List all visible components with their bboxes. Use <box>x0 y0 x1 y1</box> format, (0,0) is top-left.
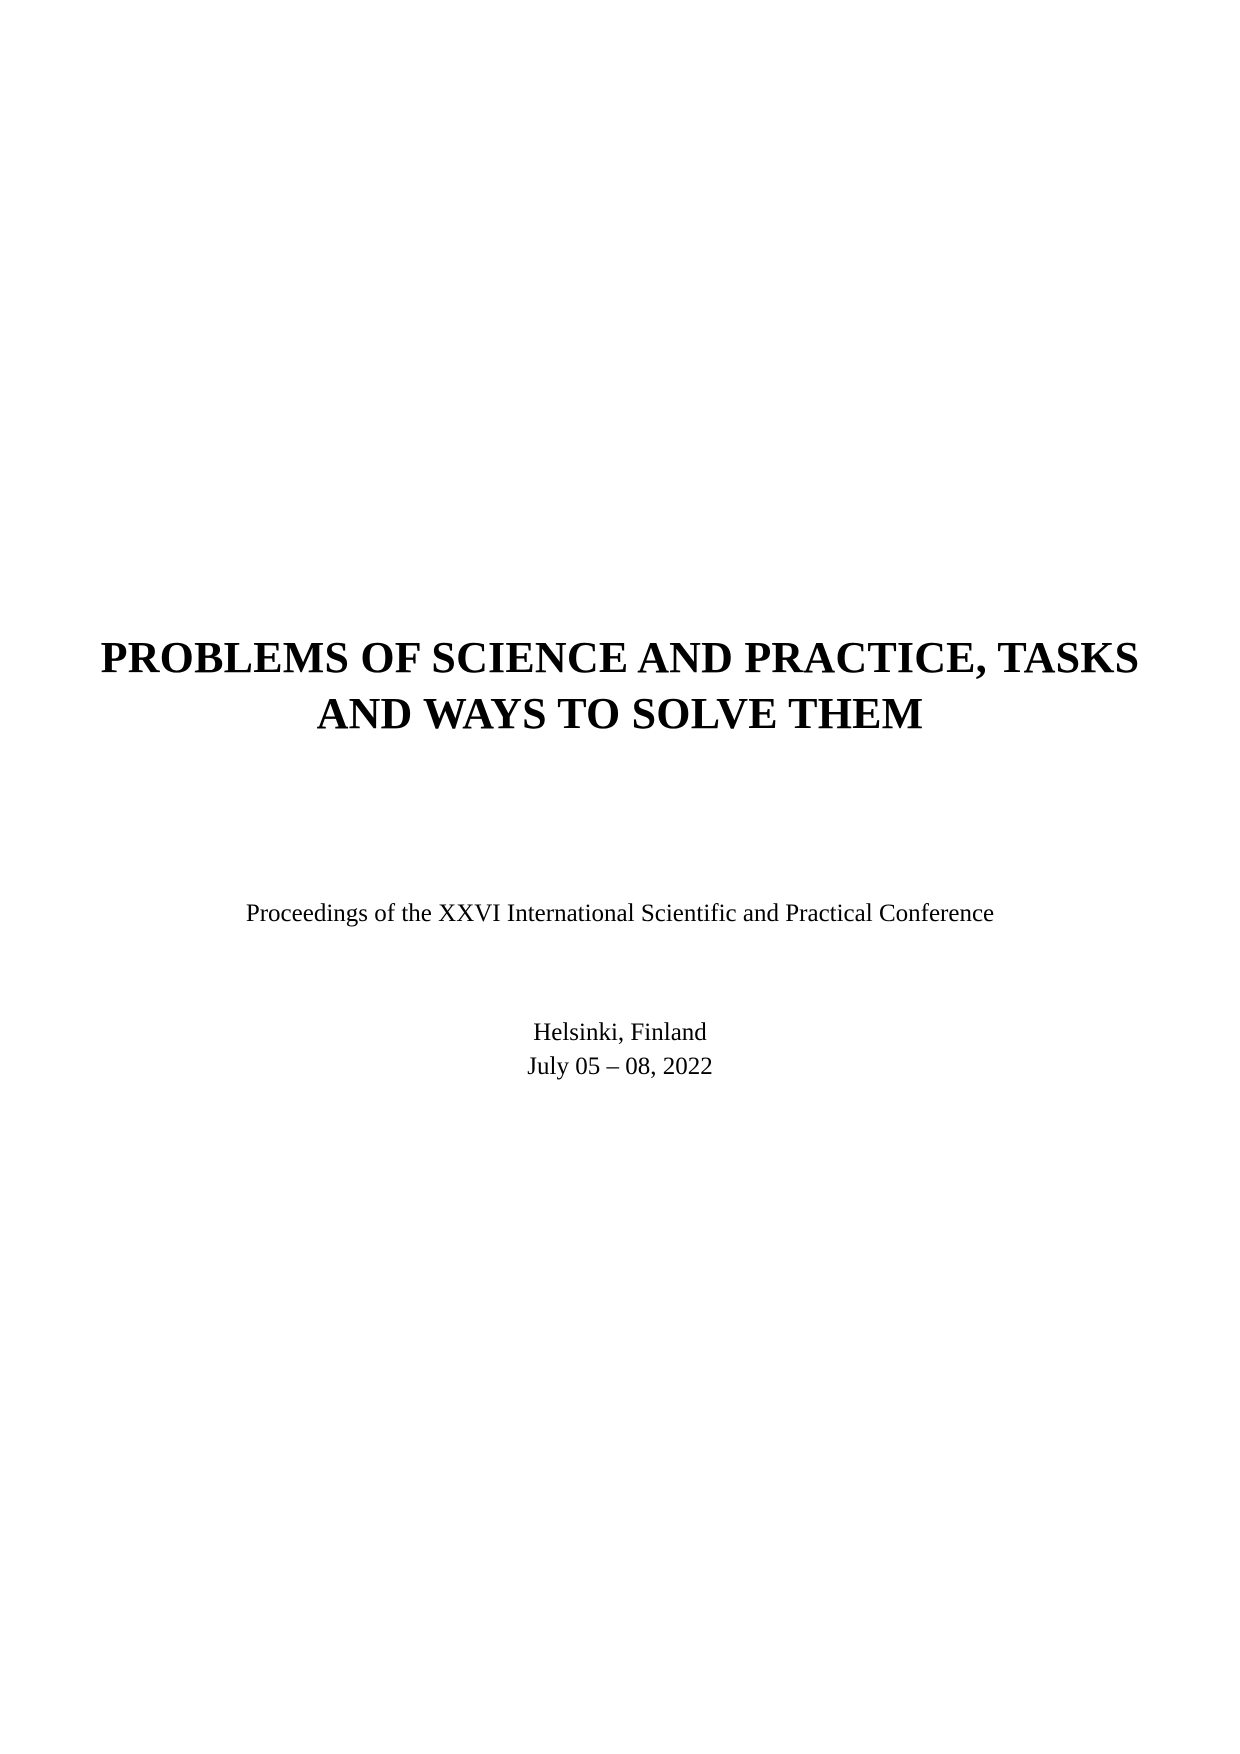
conference-dates: July 05 – 08, 2022 <box>527 1052 713 1080</box>
subtitle-block <box>100 898 1140 931</box>
page-title: PROBLEMS OF SCIENCE AND PRACTICE, TASKS AND WAYS TO SOLVE THEM <box>100 633 1140 739</box>
conference-location: Helsinki, Finland <box>533 1019 707 1046</box>
conference-subtitle: Proceedings of the XXVI International Scientific and Practical Conference <box>245 900 995 927</box>
title-block <box>100 630 1140 743</box>
venue-block <box>100 1016 1140 1084</box>
